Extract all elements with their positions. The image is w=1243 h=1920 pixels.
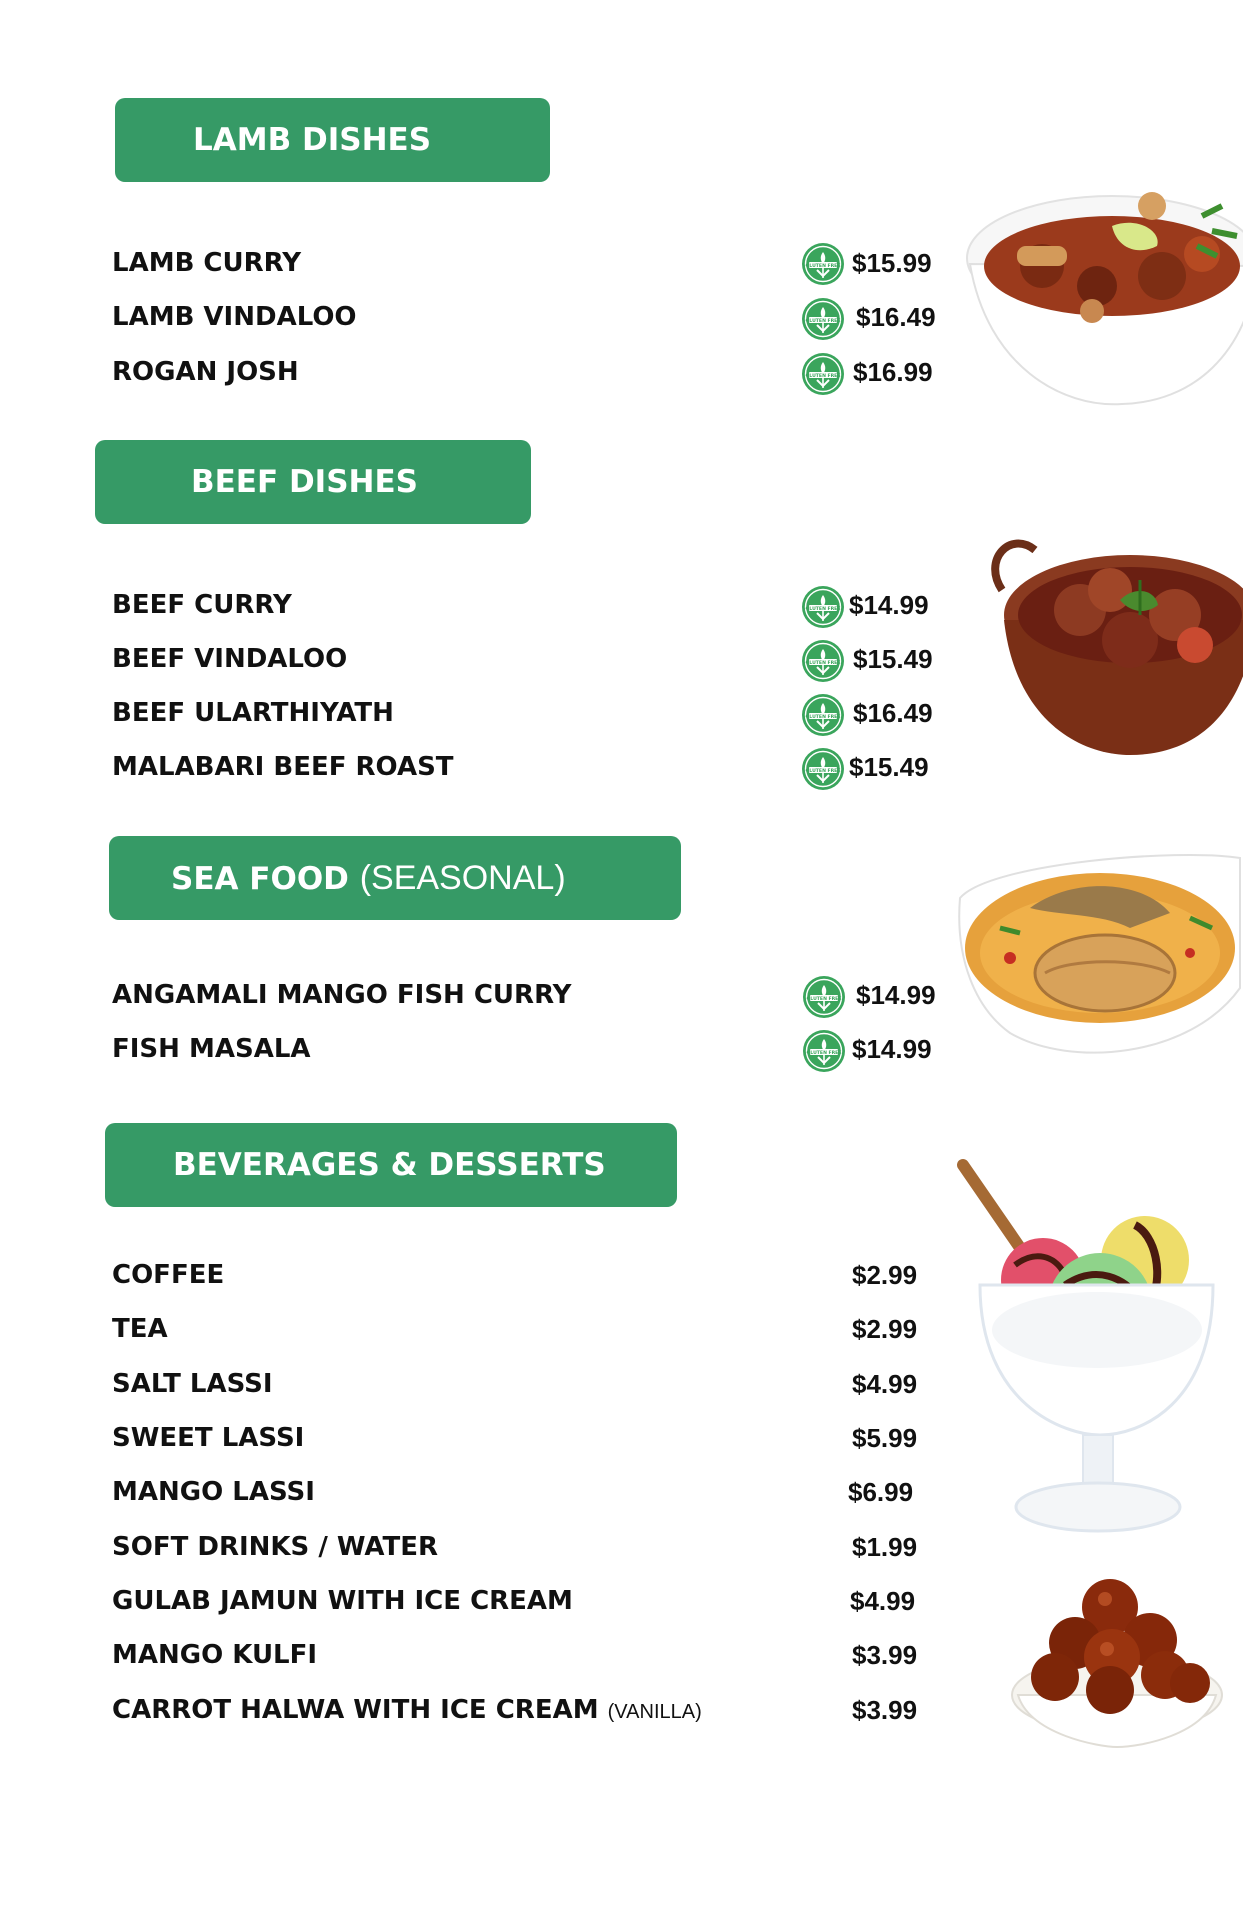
menu-item-name: LAMB CURRY (112, 248, 302, 278)
gulab-jamun-photo (1010, 1575, 1225, 1750)
menu-item-name: ANGAMALI MANGO FISH CURRY (112, 980, 572, 1010)
menu-item-price: $1.99 (852, 1532, 918, 1562)
gluten-free-icon (802, 1029, 846, 1073)
beef-curry-photo (990, 520, 1243, 760)
menu-item-price: $2.99 (852, 1314, 918, 1344)
gluten-free-icon (801, 242, 845, 286)
menu-item-name: MALABARI BEEF ROAST (112, 752, 454, 782)
menu-item-price: $14.99 (852, 1034, 932, 1064)
menu-item-name: MANGO LASSI (112, 1477, 315, 1507)
menu-item-note: (VANILLA) (607, 1701, 702, 1723)
section-header-beverages (105, 1123, 677, 1207)
ice-cream-photo (955, 1155, 1230, 1555)
gluten-free-icon (801, 352, 845, 396)
menu-item-price: $4.99 (852, 1369, 918, 1399)
section-header-beef (95, 440, 531, 524)
section-title: LAMB DISHES (193, 122, 432, 158)
menu-item-price: $3.99 (852, 1695, 918, 1725)
gluten-free-icon (801, 693, 845, 737)
menu-item-price: $15.99 (852, 248, 932, 278)
menu-item-price: $16.99 (853, 357, 933, 387)
menu-item-name: MANGO KULFI (112, 1640, 318, 1670)
menu-item-price: $15.49 (849, 752, 929, 782)
menu-item-price: $3.99 (852, 1640, 918, 1670)
gluten-free-icon (801, 747, 845, 791)
menu-item-price: $14.99 (849, 590, 929, 620)
section-title: SEA FOOD (171, 861, 349, 897)
menu-item-name: GULAB JAMUN WITH ICE CREAM (112, 1586, 573, 1616)
menu-item-price: $14.99 (856, 980, 936, 1010)
menu-item-name: BEEF VINDALOO (112, 644, 348, 674)
menu-item-price: $15.49 (853, 644, 933, 674)
section-title: BEVERAGES & DESSERTS (173, 1147, 606, 1183)
section-header-lamb (115, 98, 550, 182)
menu-item-name: TEA (112, 1314, 168, 1344)
menu-item-name: LAMB VINDALOO (112, 302, 357, 332)
section-title-suffix: (SEASONAL) (359, 859, 566, 897)
gluten-free-icon (802, 975, 846, 1019)
menu-item-price: $16.49 (856, 302, 936, 332)
menu-item-price: $5.99 (852, 1423, 918, 1453)
menu-item-price: $4.99 (850, 1586, 916, 1616)
lamb-curry-photo (962, 176, 1243, 411)
gluten-free-icon (801, 585, 845, 629)
menu-item-name: BEEF ULARTHIYATH (112, 698, 394, 728)
menu-item-price: $6.99 (848, 1477, 914, 1507)
menu-item-name: SWEET LASSI (112, 1423, 305, 1453)
gluten-free-icon (801, 297, 845, 341)
section-header-seafood (109, 836, 681, 920)
gluten-free-icon (801, 639, 845, 683)
menu-item-name: BEEF CURRY (112, 590, 292, 620)
menu-item-name: FISH MASALA (112, 1034, 311, 1064)
section-title: BEEF DISHES (191, 464, 418, 500)
menu-item-name: SALT LASSI (112, 1369, 273, 1399)
menu-item-price: $16.49 (853, 698, 933, 728)
menu-item-price: $2.99 (852, 1260, 918, 1290)
menu-item-name: ROGAN JOSH (112, 357, 299, 387)
menu-item-name: COFFEE (112, 1260, 225, 1290)
fish-curry-photo (950, 838, 1243, 1073)
menu-item-name: SOFT DRINKS / WATER (112, 1532, 439, 1562)
menu-item-name-text: CARROT HALWA WITH ICE CREAM (112, 1695, 599, 1725)
menu-item-name (112, 1693, 702, 1729)
